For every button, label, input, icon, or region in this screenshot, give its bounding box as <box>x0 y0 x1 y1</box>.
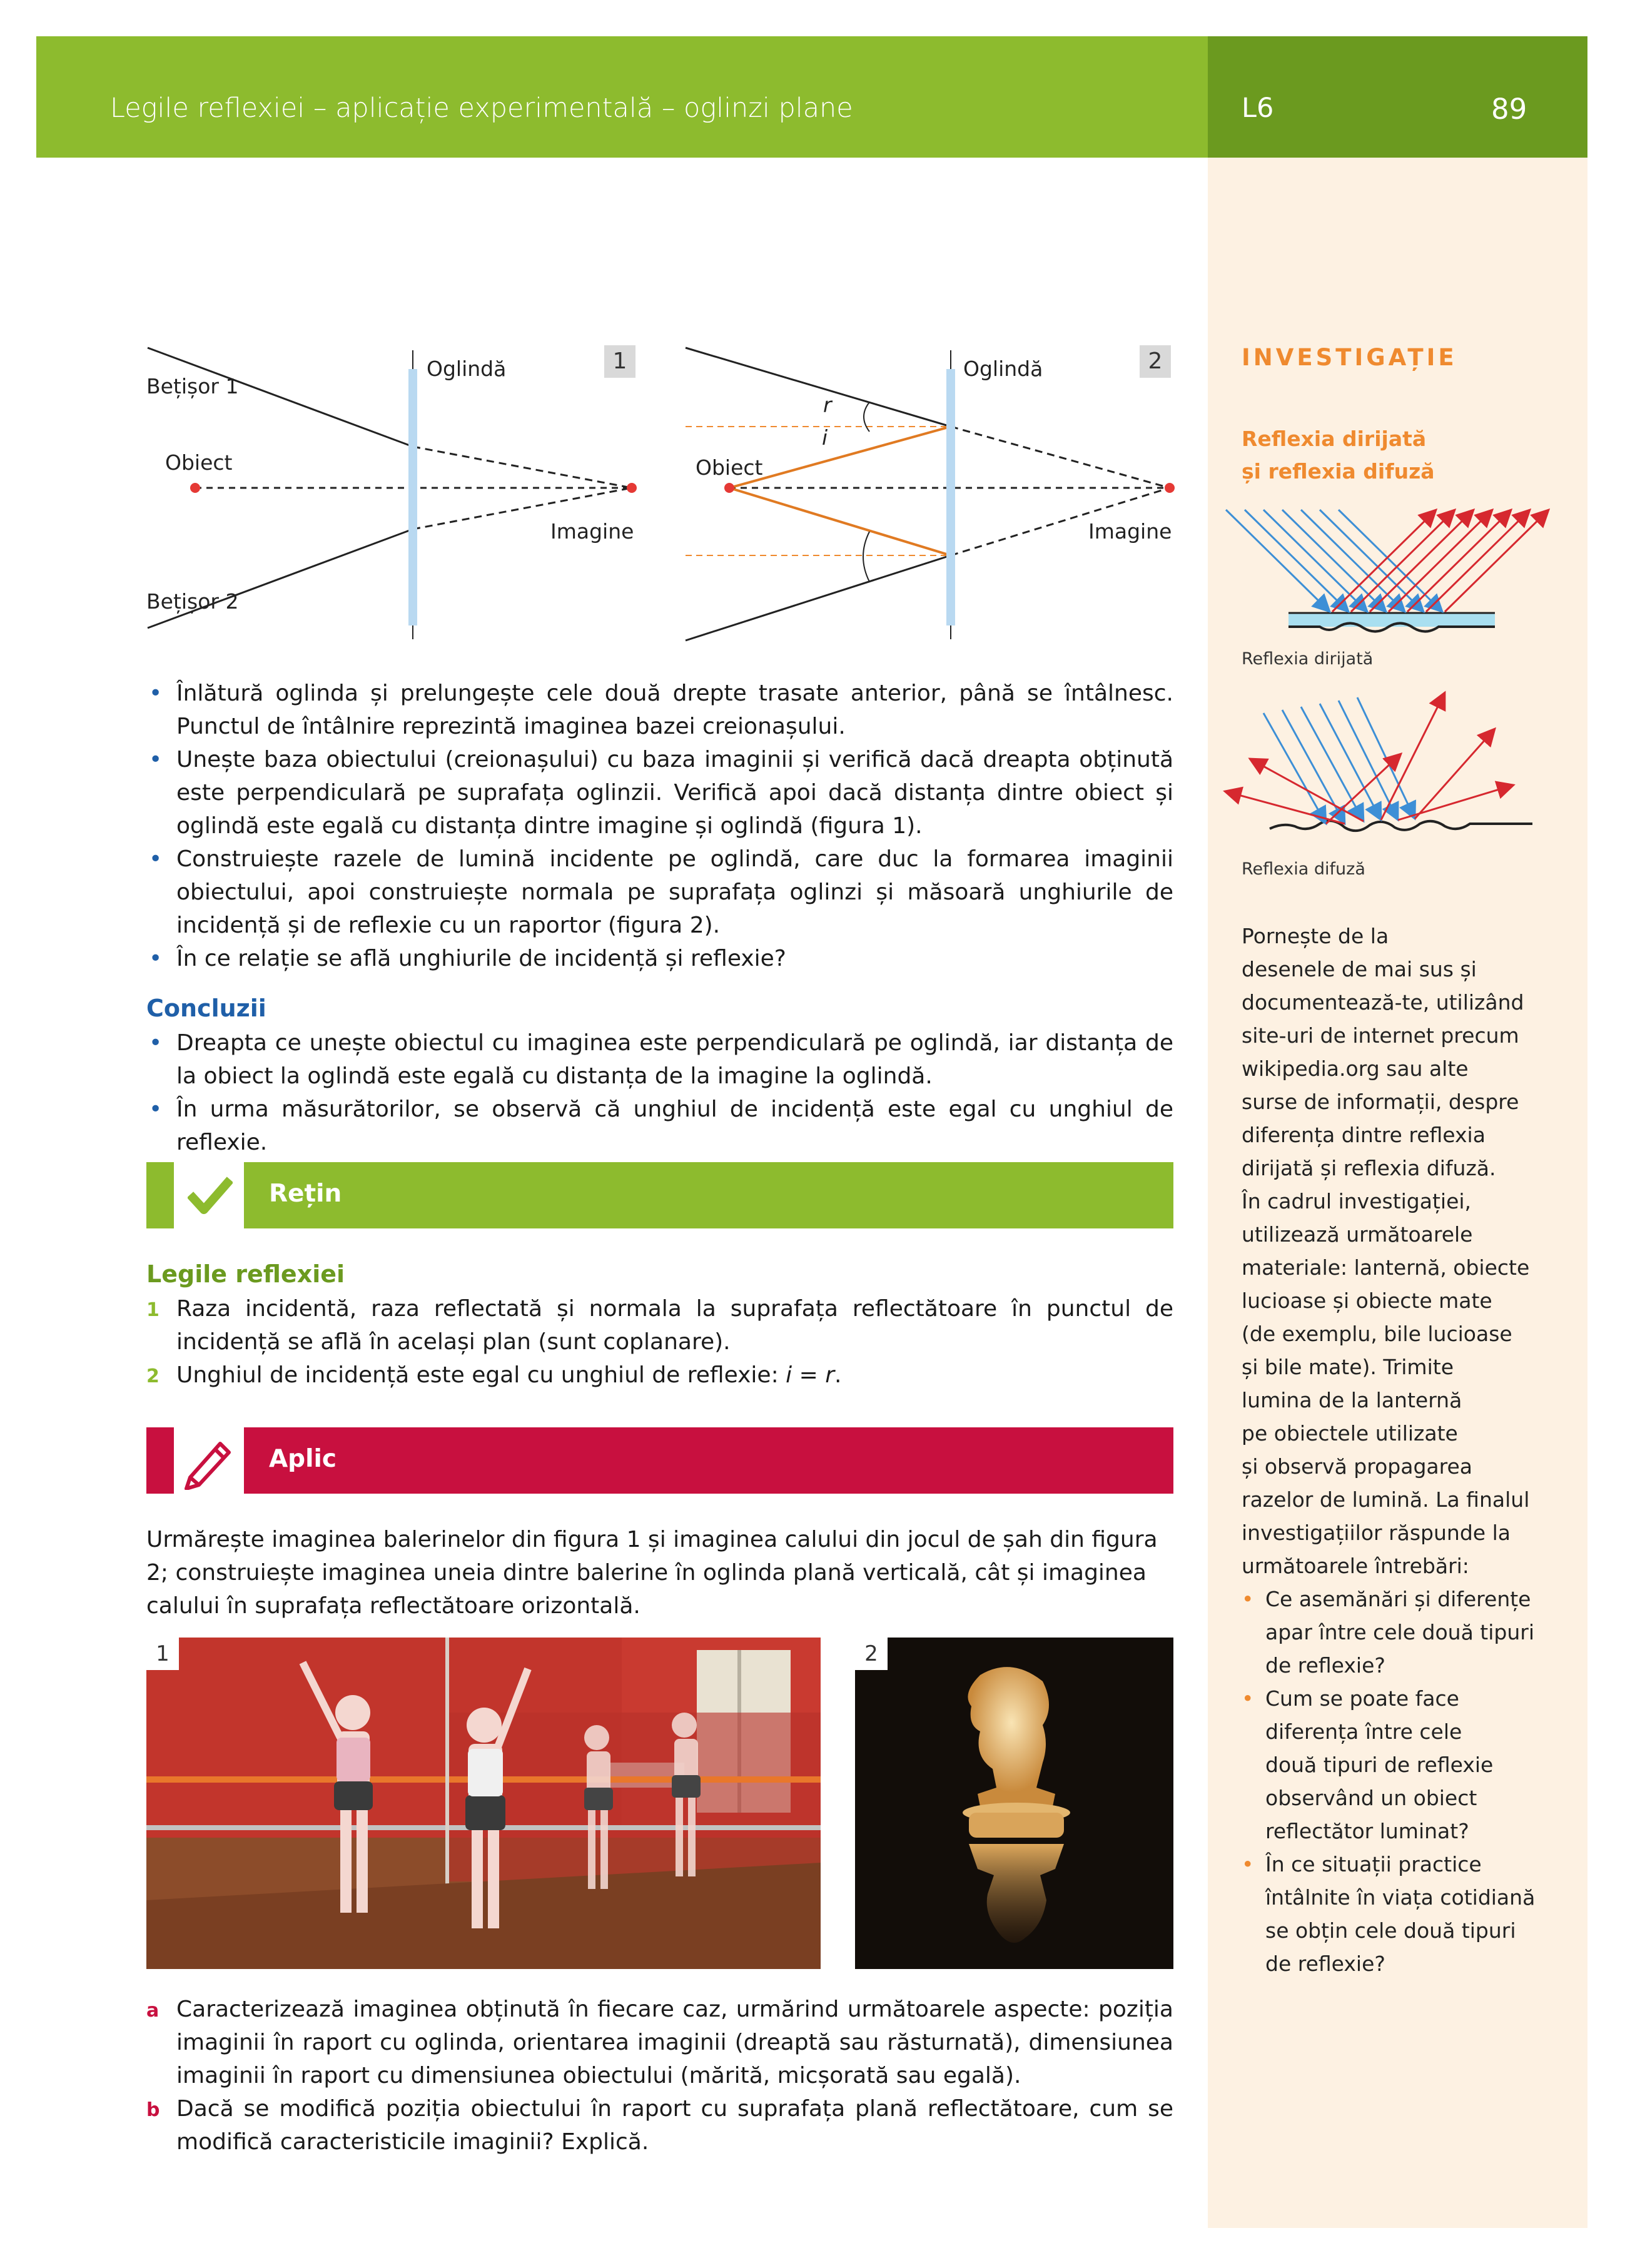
aplic-intro: Urmărește imaginea balerinelor din figura 1 și imaginea calului din jocul de șah din figura 2; construiește imaginea uneia dintre balerine în oglinda plană verticală, cât și imaginea calului în suprafața reflectătoare orizontală. <box>146 1527 1158 1619</box>
label-oglinda-2: Oglindă <box>963 357 1043 381</box>
header-title: Legile reflexiei – aplicație experimentală – oglinzi plane <box>110 93 853 124</box>
photo-ballerinas <box>146 1638 821 1969</box>
sidebar-line: investigațiilor răspunde la <box>1242 1521 1511 1545</box>
sidebar-line: diferența dintre reflexia <box>1242 1123 1486 1147</box>
sidebar-text <box>1242 919 1542 1980</box>
sidebar-line: următoarele întrebări: <box>1242 1554 1469 1578</box>
sidebar-line: lucioase și obiecte mate <box>1242 1288 1492 1313</box>
sidebar-title: INVESTIGAȚIE <box>1242 344 1457 371</box>
sidebar-line: materiale: lanternă, obiecte <box>1242 1255 1530 1280</box>
page-number: 89 <box>1491 93 1527 126</box>
sidebar-line: (de exemplu, bile lucioase <box>1242 1322 1512 1346</box>
conclusions <box>146 1026 1173 1159</box>
sidebar-line: pe obiectele utilizate <box>1242 1421 1458 1445</box>
sidebar-line: utilizează următoarele <box>1242 1222 1473 1247</box>
sidebar-subtitle-line2: și reflexia difuză <box>1242 459 1435 483</box>
retin-banner <box>244 1162 1173 1228</box>
sidebar-questions <box>1242 1582 1542 1980</box>
instructions <box>146 677 1173 975</box>
sidebar-subtitle-line1: Reflexia dirijată <box>1242 427 1427 451</box>
caption-diffuse: Reflexia difuză <box>1242 859 1365 879</box>
sidebar-line: site-uri de internet precum <box>1242 1023 1519 1048</box>
aplic-questions <box>146 1993 1173 2159</box>
photo-chess-knight <box>855 1638 1173 1969</box>
aplic-banner <box>244 1427 1173 1494</box>
object-point <box>190 483 200 493</box>
object-point <box>724 483 734 493</box>
diffuse-reflection-diagram <box>1220 685 1545 838</box>
figure-2-number: 2 <box>1140 345 1171 378</box>
label-imagine-1: Imagine <box>550 519 634 544</box>
label-obiect-1: Obiect <box>165 450 233 475</box>
label-imagine-2: Imagine <box>1088 519 1172 544</box>
photo-2-number: 2 <box>855 1638 888 1670</box>
aplic-banner-tab <box>146 1427 174 1494</box>
instruction-item: • Înlătură oglinda și prelungește cele două drepte trasate anterior, până se întâlnesc. Punctul de întâlnire reprezintă imaginea bazei creionașului. <box>146 677 1173 743</box>
aplic-label: Aplic <box>269 1445 337 1473</box>
retin-label: Rețin <box>269 1180 342 1208</box>
figure-2-diagram <box>682 338 1188 651</box>
sidebar-line: documentează-te, utilizând <box>1242 990 1524 1015</box>
sidebar-question: • În ce situații practice întâlnite în viața cotidiană se obțin cele două tipuri de reflexie? <box>1242 1848 1542 1980</box>
mirror <box>946 369 955 625</box>
label-angle-r: r <box>823 393 832 417</box>
retin-banner-tab <box>146 1162 174 1228</box>
question-item: b Dacă se modifică poziția obiectului în raport cu suprafața plană reflectătoare, cum se modifică caracteristicile imaginii? Explică. <box>146 2096 1173 2155</box>
photo-1-number: 1 <box>146 1638 179 1670</box>
conclusion-item: • În urma măsurătorilor, se observă că unghiul de incidență este egal cu unghiul de reflexie. <box>146 1093 1173 1159</box>
specular-reflection-diagram <box>1220 494 1570 644</box>
image-point <box>627 483 637 493</box>
sidebar-line: desenele de mai sus și <box>1242 957 1477 981</box>
figure-1-number: 1 <box>604 345 635 378</box>
instruction-item: • În ce relație se află unghiurile de incidență și reflexie? <box>146 942 1173 975</box>
lesson-code: L6 <box>1242 93 1274 124</box>
sidebar-line: dirijată și reflexia difuză. <box>1242 1156 1496 1180</box>
sidebar-line: și observă propagarea <box>1242 1454 1472 1479</box>
laws-heading: Legile reflexiei <box>146 1260 345 1288</box>
label-angle-i: i <box>822 425 828 450</box>
label-betisor-1: Bețișor 1 <box>146 374 239 398</box>
sidebar-line: Pornește de la <box>1242 924 1389 948</box>
instruction-item: • Construiește razele de lumină incidente pe oglindă, care duc la formarea imaginii obiectului, apoi construiește normala pe suprafața oglinzi și măsoară unghiurile de incidență și de reflexie cu un raportor (figura 2). <box>146 843 1173 942</box>
sidebar-line: surse de informații, despre <box>1242 1090 1519 1114</box>
sidebar-line: În cadrul investigației, <box>1242 1189 1472 1213</box>
sidebar-question: • Cum se poate face diferența între cele două tipuri de reflexie observând un obiect reflectător luminat? <box>1242 1682 1542 1848</box>
sidebar-line: razelor de lumină. La finalul <box>1242 1487 1530 1512</box>
pencil-icon <box>181 1432 238 1490</box>
instruction-item: • Unește baza obiectului (creionașului) cu baza imaginii și verifică dacă dreapta obținută este perpendiculară pe suprafața oglinzii. Verifică apoi dacă distanța dintre obiect și oglindă este egală cu distanța dintre imagine și oglindă (figura 1). <box>146 743 1173 843</box>
sidebar-subtitle <box>1242 423 1523 488</box>
sidebar-question: • Ce asemănări și diferențe apar între cele două tipuri de reflexie? <box>1242 1582 1542 1682</box>
caption-specular: Reflexia dirijată <box>1242 649 1374 669</box>
conclusion-item: • Dreapta ce unește obiectul cu imaginea este perpendiculară pe oglindă, iar distanța de la obiect la oglindă este egală cu distanța de la imagine la oglindă. <box>146 1026 1173 1093</box>
laws-list <box>146 1292 1173 1392</box>
sidebar-line: lumina de la lanternă <box>1242 1388 1462 1412</box>
sidebar-line: și bile mate). Trimite <box>1242 1355 1454 1379</box>
label-betisor-2: Bețișor 2 <box>146 589 239 614</box>
label-oglinda-1: Oglindă <box>427 357 507 381</box>
law-item: 1 Raza incidentă, raza reflectată și normala la suprafața reflectătoare în punctul de incidență se află în același plan (sunt coplanare). <box>146 1296 1173 1355</box>
check-mark-icon <box>188 1176 233 1215</box>
sidebar-line: wikipedia.org sau alte <box>1242 1056 1469 1081</box>
incident-ray-bottom <box>729 488 951 555</box>
conclusions-heading: Concluzii <box>146 995 266 1022</box>
image-point <box>1165 483 1175 493</box>
law-item: 2 Unghiul de incidență este egal cu unghiul de reflexie: i = r. <box>146 1362 842 1388</box>
mirror <box>408 369 417 625</box>
question-item: a Caracterizează imaginea obținută în fiecare caz, urmărind următoarele aspecte: poziția imaginii în raport cu oglinda, orientarea imaginii (dreaptă sau răsturnată), dimensiunea imaginii în raport cu dimensiunea obiectului (mărită, micșorată sau egală). <box>146 1997 1173 2088</box>
label-obiect-2: Obiect <box>696 455 763 480</box>
